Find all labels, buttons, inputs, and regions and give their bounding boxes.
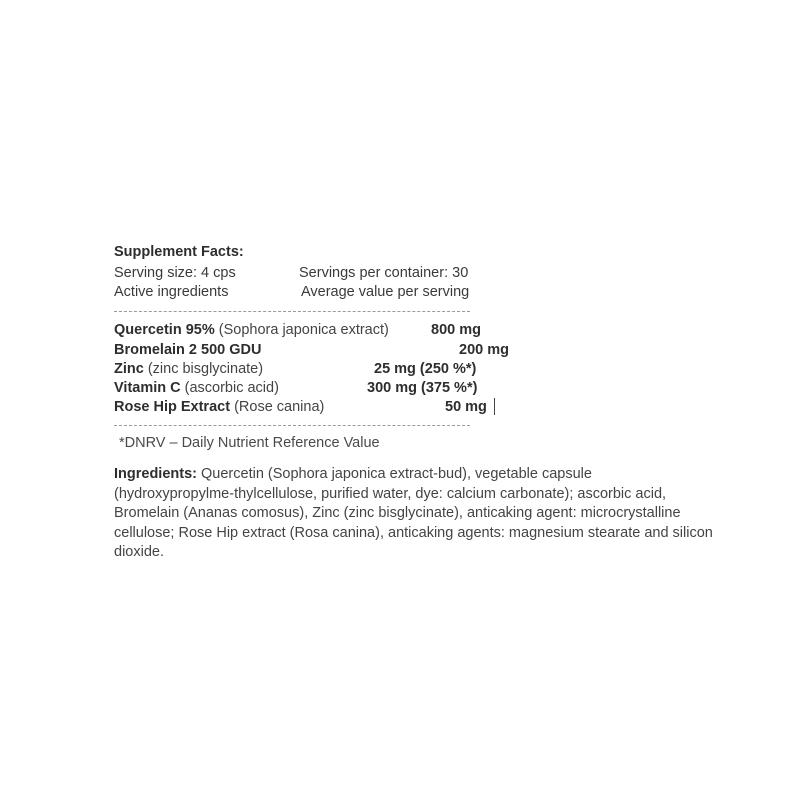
nutrient-detail: (Sophora japonica extract) bbox=[218, 322, 389, 338]
nutrient-detail: (zinc bisglycinate) bbox=[147, 361, 264, 377]
nutrient-row bbox=[114, 341, 261, 359]
nutrient-name: Bromelain 2 500 GDU bbox=[114, 342, 262, 358]
nutrient-row bbox=[114, 360, 263, 378]
nutrient-name: Rose Hip Extract bbox=[114, 399, 231, 415]
nutrient-amount: 25 mg (250 %*) bbox=[374, 361, 477, 377]
nutrient-detail: (Rose canina) bbox=[234, 399, 325, 415]
nutrient-row bbox=[114, 321, 389, 339]
facts-title: Supplement Facts: bbox=[114, 244, 244, 260]
text-cursor bbox=[494, 398, 495, 415]
average-value-header: Average value per serving bbox=[301, 284, 470, 300]
nutrient-amount: 200 mg bbox=[459, 342, 509, 358]
ingredients-text: Quercetin (Sophora japonica extract-bud), vegetable capsule (hydroxypropylme-thylcellulose, purified water, dye: calcium carbonate); ascorbic acid, Bromelain (Ananas comosus), Zinc (zinc bisglycinate), anticaking agent: microcrystalline cellulose; Rose Hip extract (Rosa canina), anticaking agents: magnesium stearate and silicon dioxide. bbox=[114, 466, 713, 560]
ingredients-paragraph bbox=[114, 465, 714, 563]
nutrient-amount: 50 mg bbox=[445, 399, 487, 415]
separator-top bbox=[114, 311, 470, 312]
active-ingredients-header: Active ingredients bbox=[114, 284, 229, 300]
nutrient-amount: 800 mg bbox=[431, 322, 481, 338]
ingredients-label: Ingredients: bbox=[114, 466, 197, 482]
dnrv-footnote: *DNRV – Daily Nutrient Reference Value bbox=[119, 435, 380, 451]
nutrient-name: Vitamin C bbox=[114, 380, 181, 396]
nutrient-row bbox=[114, 398, 324, 416]
nutrient-name: Zinc bbox=[114, 361, 144, 377]
nutrient-amount: 300 mg (375 %*) bbox=[367, 380, 478, 396]
servings-per-container: Servings per container: 30 bbox=[299, 265, 469, 281]
nutrient-name: Quercetin 95% bbox=[114, 322, 215, 338]
nutrient-detail: (ascorbic acid) bbox=[184, 380, 279, 396]
separator-bottom bbox=[114, 425, 470, 426]
nutrient-row bbox=[114, 379, 279, 397]
serving-size: Serving size: 4 cps bbox=[114, 265, 236, 281]
